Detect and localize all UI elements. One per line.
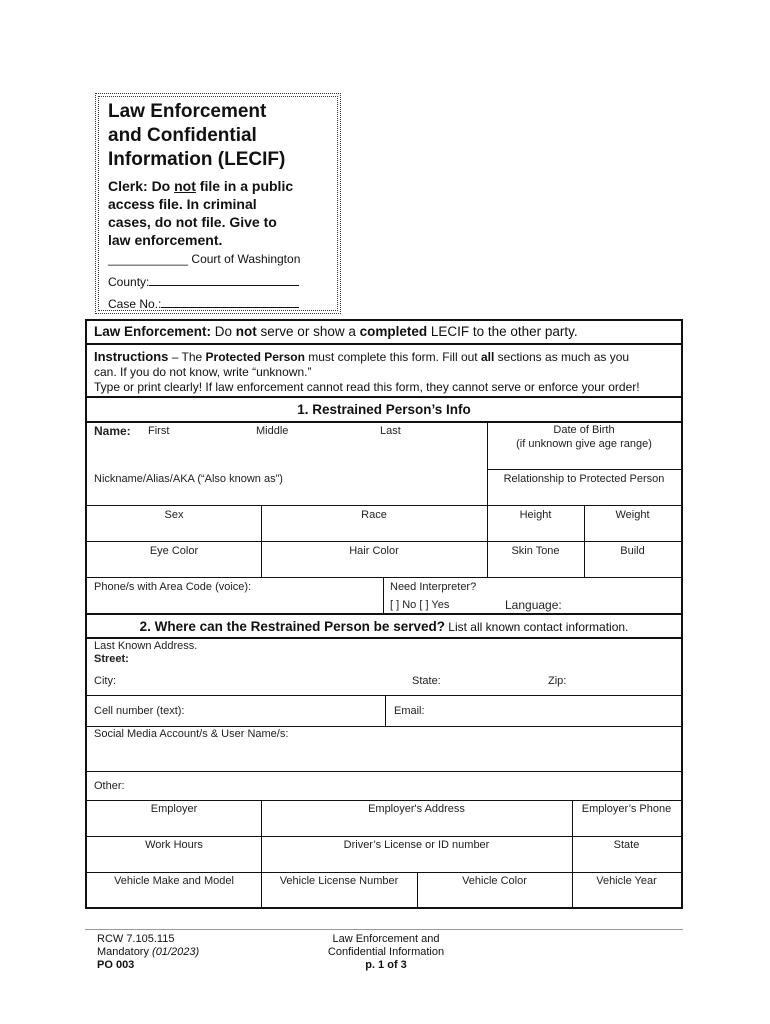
title-line: and Confidential	[108, 125, 257, 146]
sex-field[interactable]: Sex	[164, 509, 184, 521]
instructions: Instructions – The Protected Person must complete this form. Fill out all sections as much as you can. If you do not know, write “unknown.” Type or print clearly! If law enforcement cannot read this form, they cannot serve or enforce your order!	[94, 349, 640, 394]
footer-left: RCW 7.105.115 Mandatory (01/2023) PO 003	[97, 933, 200, 971]
zip-field[interactable]: Zip:	[548, 675, 567, 687]
title-line: Law Enforcement	[108, 101, 267, 122]
hair-color-field[interactable]: Hair Color	[349, 545, 399, 557]
employer-phone-field[interactable]: Employer’s Phone	[581, 803, 672, 815]
page-number: p. 1 of 3	[365, 959, 407, 971]
build-field[interactable]: Build	[620, 545, 645, 557]
footer-center: Law Enforcement and Confidential Information p. 1 of 3	[300, 933, 472, 972]
race-field[interactable]: Race	[361, 509, 387, 521]
employer-field[interactable]: Employer	[150, 803, 198, 815]
court-line[interactable]: ____________ Court of Washington	[108, 252, 301, 266]
drivers-license-field[interactable]: Driver’s License or ID number	[343, 839, 490, 851]
last-known-address-label: Last Known Address.	[94, 640, 198, 652]
skin-tone-field[interactable]: Skin Tone	[511, 545, 560, 557]
title-line: Information (LECIF)	[108, 149, 286, 170]
section-2-title: 2. Where can the Restrained Person be served? List all known contact information.	[139, 619, 629, 634]
clerk-notice: Clerk: Do not file in a public access file. In criminal cases, do not file. Give to law enforcement.	[108, 178, 294, 248]
lecif-form	[85, 319, 683, 909]
interpreter-label: Need Interpreter?	[390, 581, 477, 593]
interpreter-options[interactable]: [ ] No [ ] Yes	[390, 599, 450, 611]
city-field[interactable]: City:	[94, 675, 116, 687]
vehicle-color-field[interactable]: Vehicle Color	[462, 875, 527, 887]
license-state-field[interactable]: State	[613, 839, 640, 851]
other-field[interactable]: Other:	[94, 780, 125, 792]
form-title	[108, 100, 333, 172]
dob-field[interactable]: Date of Birth	[553, 424, 615, 436]
eye-color-field[interactable]: Eye Color	[149, 545, 199, 557]
employer-address-field[interactable]: Employer's Address	[368, 803, 465, 815]
law-enforcement-notice: Law Enforcement: Do not serve or show a completed LECIF to the other party.	[94, 324, 578, 339]
footer-rule	[85, 929, 683, 930]
weight-field[interactable]: Weight	[615, 509, 650, 521]
vehicle-year-field[interactable]: Vehicle Year	[596, 875, 657, 887]
language-field[interactable]: Language:	[505, 598, 562, 612]
street-field[interactable]: Street:	[94, 653, 129, 665]
email-field[interactable]: Email:	[394, 705, 425, 717]
cell-number-field[interactable]: Cell number (text):	[94, 705, 185, 717]
work-hours-field[interactable]: Work Hours	[145, 839, 203, 851]
name-label: Name:	[94, 424, 131, 438]
nickname-field[interactable]: Nickname/Alias/AKA (“Also known as”)	[94, 473, 283, 485]
social-media-field[interactable]: Social Media Account/s & User Name/s:	[94, 728, 289, 740]
vehicle-make-field[interactable]: Vehicle Make and Model	[114, 875, 234, 887]
dob-note: (if unknown give age range)	[516, 438, 652, 450]
first-name-field[interactable]: First	[148, 425, 170, 437]
county-field[interactable]: County:	[108, 273, 299, 289]
state-field[interactable]: State:	[412, 675, 441, 687]
section-1-title: 1. Restrained Person’s Info	[297, 402, 471, 417]
middle-name-field[interactable]: Middle	[256, 425, 289, 437]
case-number-field[interactable]: Case No.:	[108, 295, 299, 311]
phone-field[interactable]: Phone/s with Area Code (voice):	[94, 581, 252, 593]
height-field[interactable]: Height	[519, 509, 552, 521]
relationship-field[interactable]: Relationship to Protected Person	[503, 473, 665, 485]
vehicle-license-field[interactable]: Vehicle License Number	[279, 875, 399, 887]
last-name-field[interactable]: Last	[380, 425, 401, 437]
